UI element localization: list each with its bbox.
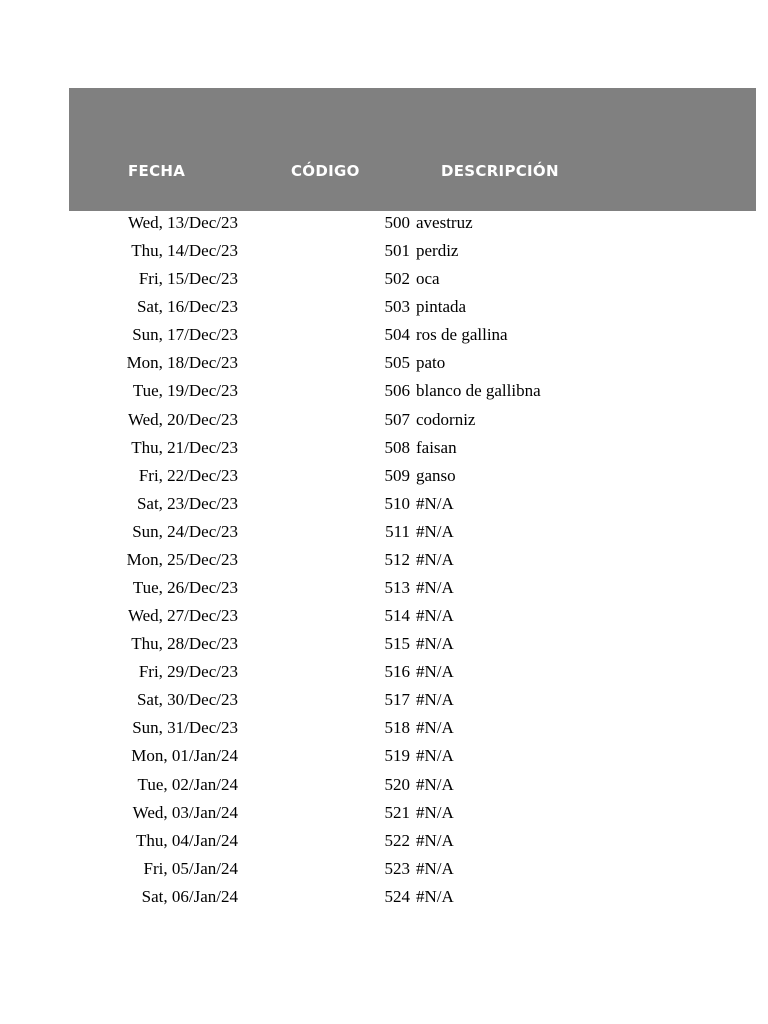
table-row [0,602,768,630]
table-row [0,827,768,855]
cell-descripcion: #N/A [416,549,454,569]
cell-fecha: Tue, 02/Jan/24 [137,774,238,794]
cell-fecha: Tue, 26/Dec/23 [132,578,238,598]
cell-fecha: Sun, 24/Dec/23 [132,521,238,541]
cell-fecha: Sat, 16/Dec/23 [136,297,238,317]
cell-codigo: 506 [384,381,410,401]
cell-codigo: 508 [384,437,410,457]
cell-codigo: 517 [384,690,410,710]
table-row [0,349,768,377]
table-row [0,799,768,827]
table-row [0,209,768,237]
column-header-fecha: FECHA [128,162,186,180]
cell-descripcion: oca [416,269,440,289]
table-row [0,546,768,574]
cell-descripcion: #N/A [416,802,454,822]
cell-codigo: 513 [384,578,410,598]
table-row [0,771,768,799]
cell-codigo: 511 [385,521,410,541]
table-row [0,714,768,742]
cell-descripcion: pintada [416,297,467,317]
column-header-codigo: CÓDIGO [291,162,360,180]
table-row [0,658,768,686]
cell-codigo: 518 [384,718,410,738]
cell-fecha: Fri, 15/Dec/23 [138,269,238,289]
table-row [0,686,768,714]
table-row [0,574,768,602]
cell-fecha: Wed, 20/Dec/23 [127,409,238,429]
cell-fecha: Thu, 28/Dec/23 [131,634,238,654]
cell-fecha: Thu, 04/Jan/24 [136,830,238,850]
cell-codigo: 522 [384,830,410,850]
table-header-band [69,88,756,211]
table-row [0,237,768,265]
cell-fecha: Sun, 31/Dec/23 [132,718,238,738]
cell-descripcion: #N/A [416,774,454,794]
cell-descripcion: #N/A [416,746,454,766]
cell-descripcion: #N/A [416,521,454,541]
cell-fecha: Sun, 17/Dec/23 [132,325,238,345]
cell-codigo: 520 [384,774,410,794]
table-row [0,406,768,434]
cell-codigo: 514 [384,606,410,626]
table-body [0,209,768,911]
cell-fecha: Sat, 06/Jan/24 [141,886,238,906]
cell-descripcion: #N/A [416,830,454,850]
cell-descripcion: avestruz [416,213,473,232]
cell-fecha: Thu, 21/Dec/23 [131,437,238,457]
cell-descripcion: codorniz [416,409,476,429]
cell-codigo: 516 [384,662,410,682]
cell-descripcion: #N/A [416,662,454,682]
cell-codigo: 509 [384,465,410,485]
cell-codigo: 503 [384,297,410,317]
cell-fecha: Fri, 29/Dec/23 [138,662,238,682]
cell-codigo: 519 [384,746,410,766]
cell-codigo: 501 [384,241,410,261]
table-row [0,742,768,770]
cell-descripcion: #N/A [416,634,454,654]
cell-descripcion: pato [416,353,446,373]
table-row [0,630,768,658]
table-row [0,377,768,405]
cell-descripcion: #N/A [416,690,454,710]
cell-fecha: Mon, 01/Jan/24 [131,746,238,766]
cell-codigo: 524 [384,886,410,906]
table-row [0,293,768,321]
cell-descripcion: faisan [416,437,457,457]
column-header-descripcion: DESCRIPCIÓN [441,162,559,180]
cell-descripcion: #N/A [416,718,454,738]
cell-fecha: Sat, 30/Dec/23 [136,690,238,710]
table-row [0,883,768,911]
cell-descripcion: ros de gallina [416,325,508,345]
cell-fecha: Wed, 27/Dec/23 [127,606,238,626]
cell-descripcion: #N/A [416,578,454,598]
cell-codigo: 502 [384,269,410,289]
cell-descripcion: #N/A [416,606,454,626]
cell-fecha: Thu, 14/Dec/23 [131,241,238,261]
cell-codigo: 510 [384,493,410,513]
cell-descripcion: #N/A [416,493,454,513]
cell-codigo: 515 [384,634,410,654]
table-row [0,321,768,349]
cell-codigo: 521 [384,802,410,822]
cell-fecha: Mon, 25/Dec/23 [126,549,238,569]
cell-fecha: Wed, 03/Jan/24 [132,802,238,822]
cell-codigo: 500 [384,213,410,232]
cell-fecha: Sat, 23/Dec/23 [136,493,238,513]
cell-codigo: 505 [384,353,410,373]
table-row [0,462,768,490]
cell-descripcion: ganso [416,465,456,485]
cell-codigo: 512 [384,549,410,569]
cell-codigo: 507 [384,409,410,429]
table-row [0,490,768,518]
cell-descripcion: perdiz [416,241,459,261]
cell-fecha: Fri, 05/Jan/24 [143,858,238,878]
cell-codigo: 523 [384,858,410,878]
table-row [0,434,768,462]
table-row [0,855,768,883]
cell-fecha: Tue, 19/Dec/23 [132,381,238,401]
table-row [0,518,768,546]
cell-fecha: Wed, 13/Dec/23 [127,213,238,232]
cell-fecha: Mon, 18/Dec/23 [126,353,238,373]
cell-descripcion: blanco de gallibna [416,381,541,401]
cell-fecha: Fri, 22/Dec/23 [138,465,238,485]
cell-descripcion: #N/A [416,858,454,878]
table-row [0,265,768,293]
cell-descripcion: #N/A [416,886,454,906]
cell-codigo: 504 [384,325,410,345]
